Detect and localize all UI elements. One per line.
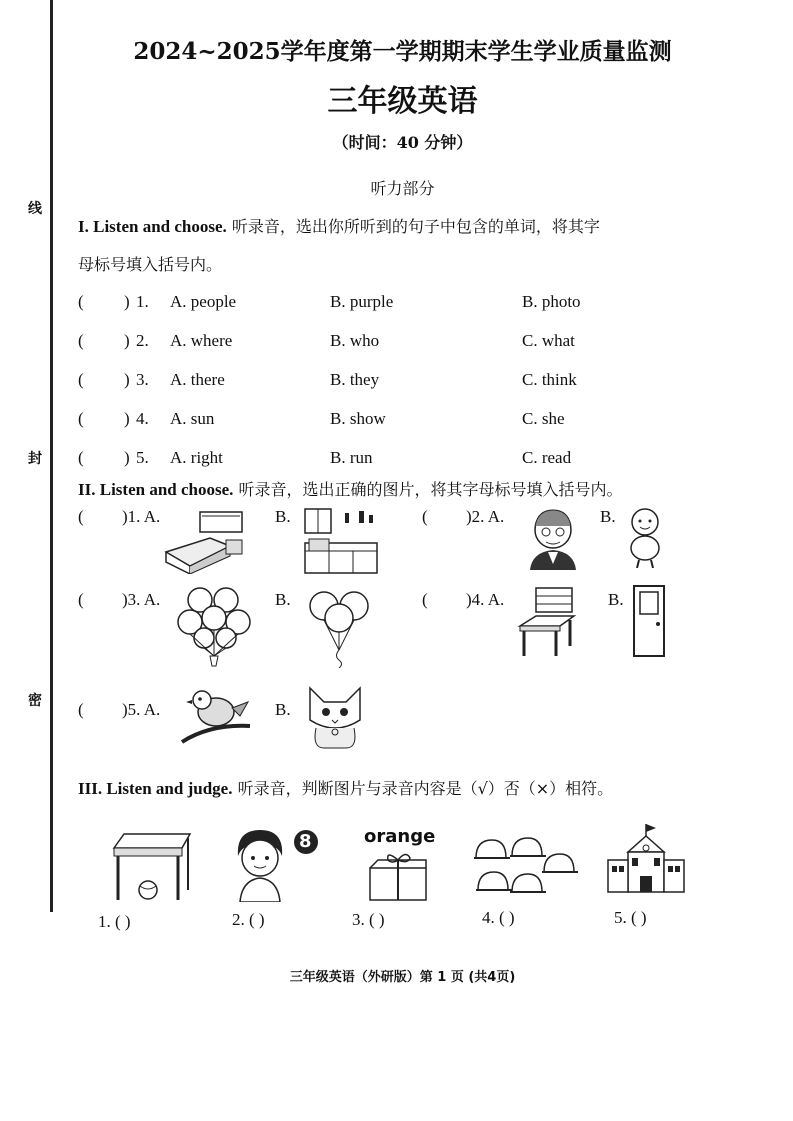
item-number: 1. — [136, 292, 149, 311]
item-number: )2. A. — [466, 507, 505, 526]
grandpa-icon — [524, 506, 582, 570]
section1-header — [78, 208, 728, 246]
option-b-label: B. — [275, 590, 291, 609]
section3-instruction: 听录音，判断图片与录音内容是（√）否（×）相符。 — [237, 779, 614, 798]
answer-bracket[interactable]: ( — [78, 331, 84, 350]
option-b: B. run — [330, 448, 373, 467]
option-a: A. there — [170, 370, 225, 389]
answer-bracket[interactable]: ( — [422, 507, 428, 526]
answer-bracket[interactable]: ( — [78, 370, 84, 389]
desk-ball-icon — [110, 830, 194, 902]
section2-heading: II. Listen and choose. — [78, 480, 234, 499]
badge-number: 8 — [299, 831, 312, 852]
part-title: 听力部分 — [370, 179, 435, 198]
answer-bracket[interactable]: ( — [78, 700, 84, 719]
school-icon — [606, 822, 686, 894]
option-a: A. right — [170, 448, 223, 467]
caps-icon — [472, 836, 580, 902]
answer-bracket[interactable]: ( — [78, 590, 84, 609]
bracket-close: ) — [124, 448, 130, 467]
option-b: B. show — [330, 409, 386, 428]
judge-answer-3[interactable]: 3. ( ) — [352, 910, 385, 929]
answer-bracket[interactable]: ( — [78, 409, 84, 428]
option-c: C. what — [522, 331, 575, 350]
margin-label-xian: 线 — [28, 201, 42, 217]
margin-label-mi: 密 — [28, 693, 42, 709]
option-b-label: B. — [608, 590, 624, 609]
bracket-close: ) — [124, 409, 130, 428]
answer-bracket[interactable]: ( — [78, 448, 84, 467]
item-number: 4. — [136, 409, 149, 428]
answer-bracket[interactable]: ( — [78, 292, 84, 311]
item-number: 5. — [136, 448, 149, 467]
orange-gift-icon — [366, 852, 430, 902]
item-number: )1. A. — [122, 507, 161, 526]
option-c: C. read — [522, 448, 572, 467]
answer-bracket[interactable]: ( — [422, 590, 428, 609]
option-b: B. they — [330, 370, 380, 389]
section1-heading: I. Listen and choose. — [78, 217, 227, 236]
judge-answer-4[interactable]: 4. ( ) — [482, 908, 515, 927]
section1-instruction-1: 听录音，选出你所听到的句子中包含的单词，将其字 — [231, 217, 600, 236]
option-a: A. sun — [170, 409, 215, 428]
page-footer: 三年级英语（外研版）第 1 页 (共4页) — [289, 970, 516, 985]
kitchen-icon — [303, 507, 379, 575]
bracket-close: ) — [124, 292, 130, 311]
exam-subtitle: 三年级英语 — [327, 84, 478, 119]
bracket-close: ) — [124, 370, 130, 389]
section2-instruction: 听录音，选出正确的图片，将其字母标号填入括号内。 — [238, 480, 623, 499]
chair-icon — [516, 586, 580, 658]
section3-heading: III. Listen and judge. — [78, 779, 233, 798]
three-balloons-icon — [308, 586, 372, 668]
bracket-close: ) — [124, 331, 130, 350]
bed-icon — [160, 510, 246, 574]
item-number: )5. A. — [122, 700, 161, 719]
baby-icon — [625, 506, 665, 568]
option-b: B. who — [330, 331, 380, 350]
option-c: C. she — [522, 409, 565, 428]
section2-header — [78, 471, 728, 509]
option-c: B. photo — [522, 292, 581, 311]
margin-label-feng: 封 — [28, 451, 42, 467]
option-a: A. people — [170, 292, 237, 311]
item-number: )4. A. — [466, 590, 505, 609]
section1-instruction-2: 母标号填入括号内。 — [78, 255, 223, 274]
bird-icon — [180, 684, 252, 746]
answer-bracket[interactable]: ( — [78, 507, 84, 526]
option-c: C. think — [522, 370, 577, 389]
exam-title: 2024~2025学年度第一学期期末学生学业质量监测 — [133, 38, 672, 65]
option-b: B. purple — [330, 292, 394, 311]
option-b-label: B. — [600, 507, 616, 526]
cat-icon — [304, 684, 366, 750]
item-number: 2. — [136, 331, 149, 350]
door-icon — [632, 584, 666, 658]
judge-answer-5[interactable]: 5. ( ) — [614, 908, 647, 927]
judge-answer-1[interactable]: 1. ( ) — [98, 912, 131, 931]
orange-caption: orange — [364, 826, 436, 847]
option-a: A. where — [170, 331, 233, 350]
many-balloons-icon — [176, 586, 252, 670]
item-number: 3. — [136, 370, 149, 389]
item-number: )3. A. — [122, 590, 161, 609]
option-b-label: B. — [275, 700, 291, 719]
judge-answer-2[interactable]: 2. ( ) — [232, 910, 265, 929]
section3-header — [78, 770, 728, 808]
exam-time: （时间：40 分钟） — [332, 133, 473, 152]
option-b-label: B. — [275, 507, 291, 526]
